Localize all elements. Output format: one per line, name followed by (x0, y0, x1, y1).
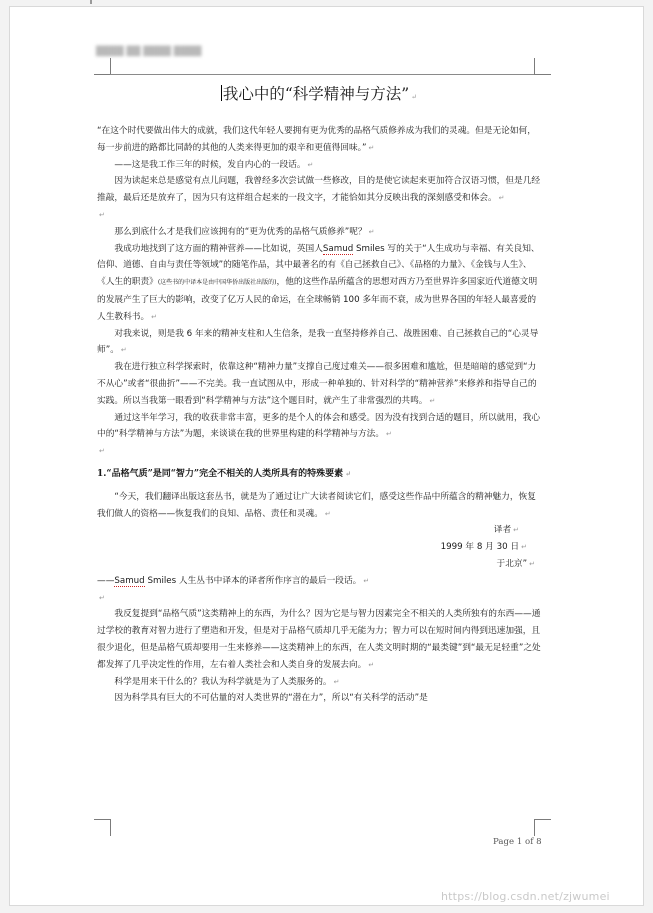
spell-check-word: Samud (114, 575, 145, 586)
blurred-header-text: ████ ██ ████ ████ (96, 47, 202, 57)
footnote-text: (这些书的中译本是由中国华侨出版社出版的) (157, 279, 277, 287)
signature-date[interactable]: 1999 年 8 月 30 日 ↵ (440, 542, 527, 553)
source-line[interactable]: ——Samud Smiles 人生丛书中译本的译者所作序言的最后一段话。 ↵ (97, 575, 370, 586)
paragraph-10[interactable]: 因为科学具有巨大的不可估量的对人类世界的“潜在力”，所以“有关科学的活动”是 (114, 693, 428, 704)
page-number: Page 1 of 8 (493, 837, 542, 847)
paragraph-6[interactable]: 我在进行独立科学探索时，依靠这种“精神力量”支撑自己度过难关——很多困难和尴尬，但是暗暗的感觉到“力不从心”或者“很曲折”——不完美。我一直试图从中，形成一种单独的、针对科学的“精神营养”来修养和指导自己的实践。所以当我第一眼看到“科学精神与方法”这个题目时，就产生了非常强烈的共鸣。 ↵ (97, 362, 537, 406)
empty-line[interactable]: ↵ (99, 210, 105, 219)
signature-place[interactable]: 于北京” ↵ (496, 558, 535, 569)
document-title[interactable]: 我心中的“科学精神与方法” ↵ (222, 85, 418, 103)
quote-2[interactable]: “今天，我们翻译出版这套丛书，就是为了通过让广大读者阅读它们，感受这些作品中所蕴含的精神魅力，恢复我们做人的资格——恢复我们的良知、品格、责任和灵魂。 ↵ (97, 491, 536, 519)
watermark: https://blog.csdn.net/zjwumei (441, 890, 610, 903)
margin-marker-bottom-right (534, 819, 551, 836)
paragraph-3[interactable]: 那么到底什么才是我们应该拥有的“更为优秀的品格气质修养”呢？ ↵ (114, 226, 375, 237)
spell-check-word: Samud (322, 243, 354, 254)
paragraph-1[interactable]: ——这是我工作三年的时候，发自内心的一段话。 ↵ (114, 159, 314, 170)
margin-marker-bottom-left (94, 819, 111, 836)
empty-line[interactable]: ↵ (99, 447, 105, 456)
section-heading-1[interactable]: 1.“品格气质”是同“智力”完全不相关的人类所具有的特殊要素 ↵ (97, 468, 351, 479)
empty-line[interactable]: ↵ (99, 593, 105, 602)
text-cursor (221, 85, 222, 101)
margin-marker-top-right (534, 58, 551, 75)
margin-marker-top-left (94, 58, 111, 75)
paragraph-2[interactable]: 因为读起来总是感觉有点儿问题，我曾经多次尝试做一些修改，目的是使它读起来更加符合汉语习惯，但是几经推敲，最后还是放弃了，因为只有这样组合起来的一段文字，才能恰如其分反映出我的深刻感受和体会。 ↵ (97, 176, 541, 204)
document-body[interactable] (97, 82, 541, 820)
top-tick (90, 0, 92, 4)
paragraph-4[interactable]: 我成功地找到了这方面的精神营养——比如说，英国人Samud Smiles 写的关于“人生成功与幸福、有关良知、信仰、道德、自由与责任等领域”的随笔作品，其中最著名的有《自己拯救自己》、《品格的力量》、《金钱与人生》、《人生的职责》(这些书的中译本是由中国华侨出版社出版的)，他的这些作品所蕴含的思想对西方乃至世界许多国家近代道德文明的发展产生了巨大的影响，改变了亿万人民的命运，在全球畅销 100 多年而不衰，成为世界各国的年轻人最喜爱的人生教科书。 ↵ (97, 243, 540, 322)
paragraph-9[interactable]: 科学是用来干什么的？我认为科学就是为了人类服务的。 ↵ (114, 676, 340, 687)
paragraph-5[interactable]: 对我来说，则是我 6 年来的精神支柱和人生信条，是我一直坚持修养自己、战胜困难、自己拯救自己的“心灵导师”。 ↵ (97, 328, 539, 356)
paragraph-8[interactable]: 我反复提到“品格气质”这类精神上的东西，为什么？因为它是与智力因素完全不相关的人类所独有的东西——通过学校的教育对智力进行了塑造和开发，但是对于品格气质却几乎无能为力；智力可以在短时间内得到迅速加强，且很少退化，但是品格气质却要用一生来修养——这类精神上的东西，在人类文明时期的“最类键”到“最无足轻重”之处都发挥了几乎决定性的作用，左右着人类社会和人类自身的发展去向。 ↵ (97, 609, 541, 670)
intro-quote[interactable]: “在这个时代要做出伟大的成就，我们这代年轻人要拥有更为优秀的品格气质修养成为我们的灵魂。但是无论如何，每一步前进的路都比同龄的其他的人类来得更加的艰辛和更值得回味。” ↵ (97, 126, 536, 153)
paragraph-7[interactable]: 通过这半年学习，我的收获非常丰富，更多的是个人的体会和感受。因为没有找到合适的题目，所以就用，我心中的“科学精神与方法”为题，来谈谈在我的世界里构建的科学精神与方法。 ↵ (97, 412, 541, 440)
signature-translator[interactable]: 译者 ↵ (493, 525, 519, 536)
header-line (110, 74, 534, 75)
